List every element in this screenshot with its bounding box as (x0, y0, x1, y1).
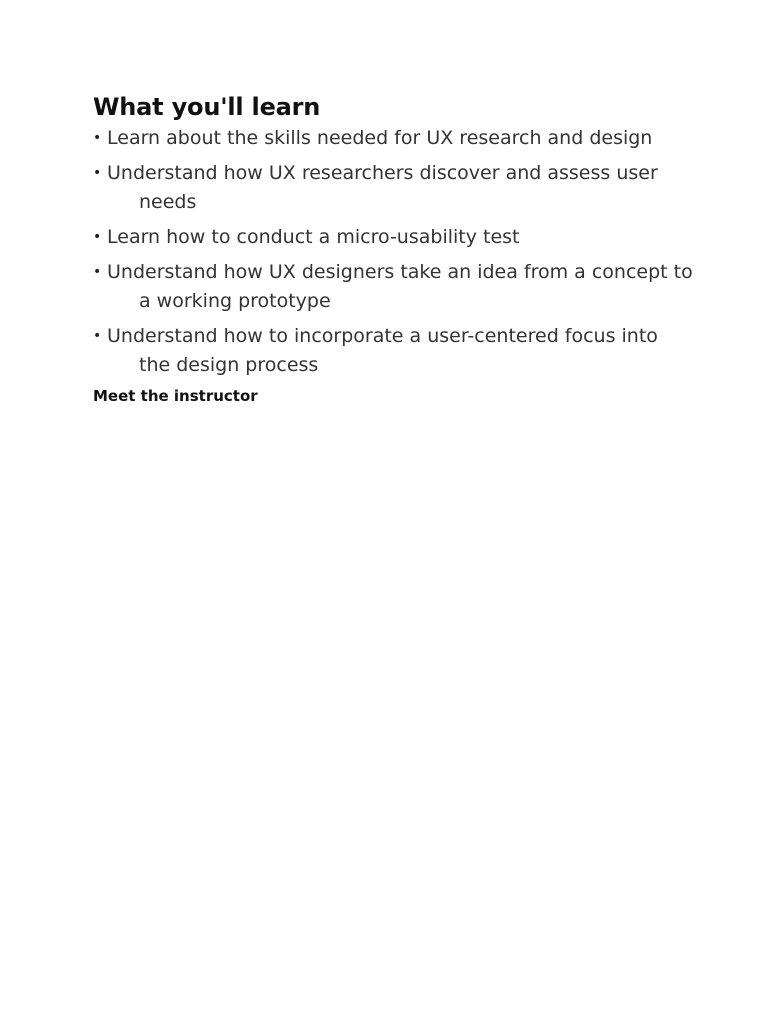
list-item-text: Learn about the skills needed for UX research and design (107, 127, 653, 149)
list-item (93, 258, 693, 316)
list-item-text: Understand how UX researchers discover and assess user needs (107, 162, 658, 213)
list-item (93, 322, 693, 380)
bullet-icon: • (93, 328, 102, 344)
main-content (93, 90, 693, 406)
list-item-text: Understand how to incorporate a user-centered focus into the design process (107, 325, 658, 376)
learning-outcomes-list (93, 124, 693, 380)
bullet-icon: • (93, 264, 102, 280)
instructor-heading: Meet the instructor (93, 387, 258, 405)
section-heading: What you'll learn (93, 93, 321, 121)
bullet-icon: • (93, 130, 102, 146)
list-item (93, 124, 693, 153)
list-item-text: Understand how UX designers take an idea from a concept to a working prototype (107, 261, 693, 312)
list-item (93, 159, 693, 217)
bullet-icon: • (93, 229, 102, 245)
list-item (93, 223, 693, 252)
list-item-text: Learn how to conduct a micro-usability test (107, 226, 520, 248)
bullet-icon: • (93, 165, 102, 181)
